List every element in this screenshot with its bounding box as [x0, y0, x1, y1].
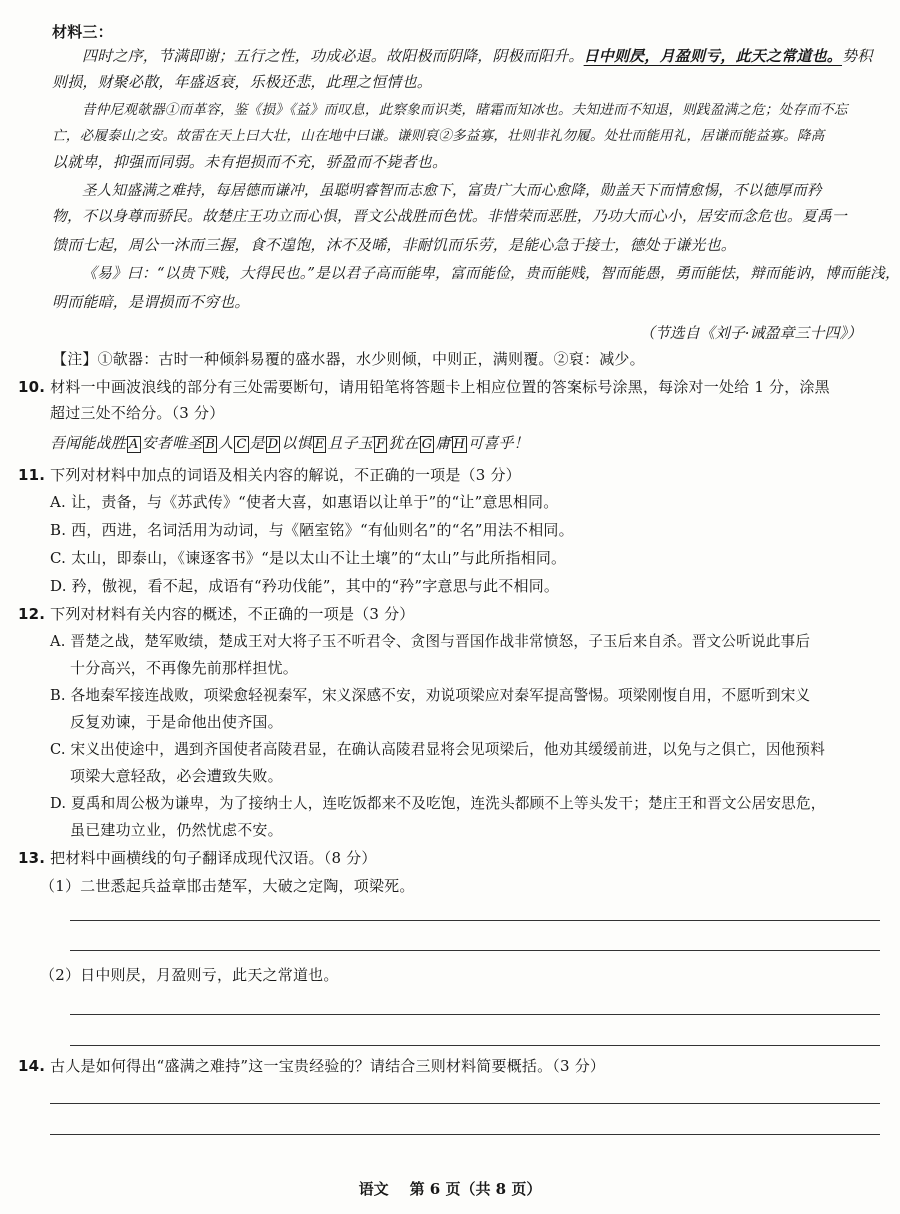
question-number: 10. — [18, 378, 46, 396]
answer-line[interactable] — [70, 1045, 880, 1046]
answer-line[interactable] — [70, 920, 880, 921]
underlined-sentence: 日中则昃，月盈则亏，此天之常道也。 — [583, 47, 843, 65]
answer-line[interactable] — [50, 1134, 880, 1135]
question-13-stem: 13. 把材料中画横线的句子翻译成现代汉语。（8 分） — [18, 849, 377, 867]
material-paragraph-2: 昔仲尼观欹器①而革容，鉴《损》《益》而叹息，此察象而识类，睹霜而知冰也。夫知进而不知退，则践盈满之危；处存而不忘 — [82, 102, 848, 118]
footer-page-number: 第 6 页（共 8 页） — [409, 1180, 542, 1198]
material-paragraph-3: 圣人知盛满之难持，每居德而谦冲，虽聪明睿智而志愈下，富贵广大而心愈降，勋盖天下而情愈惕，不以德厚而矜 — [82, 182, 822, 199]
option-c-cont: 项梁大意轻敌，必会遭致失败。 — [70, 767, 283, 785]
option-b[interactable]: B. 各地秦军接连战败，项梁愈轻视秦军，宋义深感不安，劝说项梁应对秦军提高警惕。项梁刚愎自用，不愿听到宋义 — [50, 687, 811, 704]
source-citation: （节选自《刘子·诫盈章三十四》） — [639, 324, 862, 342]
question-10-stem: 10. 材料一中画波浪线的部分有三处需要断句，请用铅笔将答题卡上相应位置的答案标号涂黑，每涂对一处给 1 分，涂黑 — [18, 378, 830, 396]
option-a[interactable]: A. 让，责备，与《苏武传》“使者大喜，如惠语以让单于”的“让”意思相同。 — [50, 493, 559, 511]
break-marker-b[interactable]: B — [205, 437, 216, 452]
option-b-cont: 反复劝谏，于是命他出使齐国。 — [70, 713, 283, 731]
material-paragraph-2-cont: 亡，必履泰山之安。故雷在天上曰大壮，山在地中曰谦。谦则裒②多益寡，壮则非礼勿履。处壮而能用礼，居谦而能益寡。降高 — [52, 128, 825, 144]
material-heading: 材料三： — [52, 23, 113, 41]
footer-subject: 语文 — [358, 1180, 389, 1198]
material-paragraph-1: 四时之序，节满即谢；五行之性，功成必退。故阳极而阴降，阴极而阳升。日中则昃，月盈则亏，此天之常道也。势积 — [82, 47, 873, 65]
option-d[interactable]: D. 夏禹和周公极为谦卑，为了接纳士人，连吃饭都来不及吃饱，连洗头都顾不上等头发干；楚庄王和晋文公居安思危， — [50, 795, 826, 812]
question-10-stem-cont: 超过三处不给分。（3 分） — [50, 404, 225, 422]
annotation-note: 【注】①欹器：古时一种倾斜易覆的盛水器，水少则倾，中则正，满则覆。②裒：减少。 — [52, 350, 645, 368]
question-14-stem: 14. 古人是如何得出“盛满之难持”这一宝贵经验的？请结合三则材料简要概括。（3 分） — [18, 1057, 606, 1075]
question-10-sentence: 吾闻能战胜 A 安者唯圣 B 人 C 是 D 以惧 E 且子玉 F 犹在 G 庸 H 可喜乎！ — [50, 434, 529, 452]
material-paragraph-4: 《易》曰：“以贵下贱，大得民也。”是以君子高而能卑，富而能俭，贵而能贱，智而能愚，勇而能怯，辩而能讷，博而能浅， — [82, 265, 900, 282]
break-marker-c[interactable]: C — [236, 437, 247, 452]
break-marker-h[interactable]: H — [453, 437, 466, 452]
break-marker-a[interactable]: A — [129, 437, 139, 452]
material-paragraph-2-end: 以就卑，抑强而同弱。未有挹损而不充，骄盈而不毙者也。 — [52, 153, 448, 171]
translation-sentence-1: （1）二世悉起兵益章邯击楚军，大破之定陶，项梁死。 — [40, 877, 415, 895]
question-number: 12. — [18, 605, 46, 623]
material-paragraph-4-end: 明而能暗，是谓损而不穷也。 — [52, 293, 250, 311]
option-d[interactable]: D. 矜，傲视，看不起，成语有“矜功伐能”，其中的“矜”字意思与此不相同。 — [50, 577, 560, 595]
question-12-stem: 12. 下列对材料有关内容的概述，不正确的一项是（3 分） — [18, 605, 415, 623]
break-marker-d[interactable]: D — [267, 437, 279, 452]
translation-sentence-2: （2）日中则昃，月盈则亏，此天之常道也。 — [40, 966, 339, 984]
option-d-cont: 虽已建功立业，仍然忧虑不安。 — [70, 821, 283, 839]
break-marker-g[interactable]: G — [421, 437, 433, 452]
break-marker-f[interactable]: F — [376, 437, 386, 452]
option-c[interactable]: C. 宋义出使途中，遇到齐国使者高陵君显，在确认高陵君显将会见项梁后，他劝其缓缓前进，以免与之俱亡，因他预料 — [50, 741, 826, 758]
material-paragraph-3-cont: 物，不以身尊而骄民。故楚庄王功立而心惧，晋文公战胜而色忧。非惜荣而恶胜，乃功大而心小，居安而念危也。夏禹一 — [52, 208, 847, 225]
material-paragraph-1-cont: 则损，财聚必散，年盛返衰，乐极还悲，此理之恒情也。 — [52, 73, 433, 91]
question-11-stem: 11. 下列对材料中加点的词语及相关内容的解说，不正确的一项是（3 分） — [18, 466, 521, 484]
option-c[interactable]: C. 太山，即泰山，《谏逐客书》“是以太山不让土壤”的“太山”与此所指相同。 — [50, 549, 567, 567]
answer-line[interactable] — [70, 950, 880, 951]
page-footer — [0, 1178, 900, 1199]
answer-line[interactable] — [70, 1014, 880, 1015]
option-a[interactable]: A. 晋楚之战，楚军败绩，楚成王对大将子玉不听君令、贪图与晋国作战非常愤怒，子玉后来自杀。晋文公听说此事后 — [50, 633, 811, 650]
question-number: 14. — [18, 1057, 46, 1075]
answer-line[interactable] — [50, 1103, 880, 1104]
material-paragraph-3-end: 馈而七起，周公一沐而三握，食不遑饱，沐不及晞，非耐饥而乐劳，是能心急于接士，德处于谦光也。 — [52, 236, 737, 254]
break-marker-e[interactable]: E — [314, 437, 325, 452]
question-number: 13. — [18, 849, 46, 867]
option-a-cont: 十分高兴，不再像先前那样担忧。 — [70, 659, 299, 677]
question-number: 11. — [18, 466, 46, 484]
option-b[interactable]: B. 西，西进，名词活用为动词，与《陋室铭》“有仙则名”的“名”用法不相同。 — [50, 521, 574, 539]
